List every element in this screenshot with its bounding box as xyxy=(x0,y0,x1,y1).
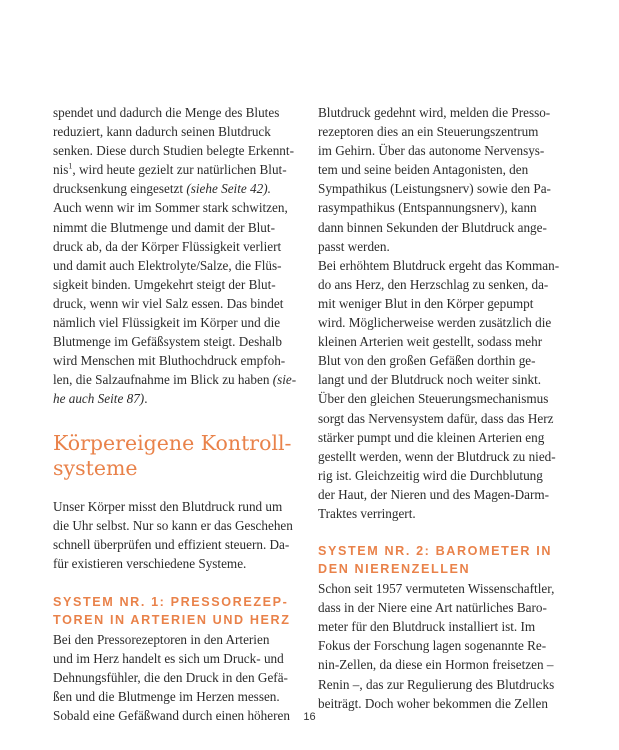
text-line: stärker pumpt und die kleinen Arterien eng xyxy=(318,429,545,445)
text-line: sigkeit binden. Umgekehrt steigt der Blut- xyxy=(53,276,276,292)
text-line: Traktes verringert. xyxy=(318,505,416,521)
right-column xyxy=(318,103,560,713)
section-heading xyxy=(53,431,295,481)
subheading-line: TOREN IN ARTERIEN UND HERZ xyxy=(53,612,291,627)
text-line: ßen und die Blutmenge im Herzen messen. xyxy=(53,689,280,705)
text-line: dass in der Niere eine Art natürliches Baro- xyxy=(318,600,547,616)
text-line: nämlich viel Flüssigkeit im Körper und die xyxy=(53,315,281,331)
paragraph-kidney-barometer xyxy=(318,579,560,713)
text-line: Schon seit 1957 vermuteten Wissenschaftler, xyxy=(318,581,555,597)
text-line: senken. Diese durch Studien belegte Erkennt- xyxy=(53,143,294,159)
text-line: Bei erhöhtem Blutdruck ergeht das Komman- xyxy=(318,257,560,273)
heading-line: Körpereigene Kontroll- xyxy=(53,430,292,455)
text-line: Über den gleichen Steuerungsmechanismus xyxy=(318,391,549,407)
text-line: Dehnungsfühler, die den Druck in den Gefä- xyxy=(53,670,288,686)
text-line: spendet und dadurch die Menge des Blutes xyxy=(53,105,280,120)
subheading-system-2 xyxy=(318,542,560,578)
subheading-line: SYSTEM NR. 2: BAROMETER IN xyxy=(318,544,553,559)
text-fragment: len, die Salzaufnahme im Blick zu haben xyxy=(53,372,273,388)
text-fragment: nis xyxy=(53,162,69,178)
text-line: und im Herz handelt es sich um Druck- und xyxy=(53,650,284,666)
text-line: wird Menschen mit Bluthochdruck empfoh- xyxy=(53,353,286,369)
text-line: Blutmenge im Gefäßsystem steigt. Deshalb xyxy=(53,334,282,350)
text-line: sorgt das Nervensystem dafür, dass das Herz xyxy=(318,410,554,426)
text-line: langt und der Blutdruck noch weiter sinkt. xyxy=(318,372,542,388)
text-line: Bei den Pressorezeptoren in den Arterien xyxy=(53,631,270,647)
text-line xyxy=(53,179,295,198)
text-line: Blutdruck gedehnt wird, melden die Presso- xyxy=(318,105,551,120)
subheading-line: DEN NIERENZELLEN xyxy=(318,562,471,577)
text-line: im Gehirn. Über das autonome Nervensys- xyxy=(318,143,545,159)
paragraph-nervous-system xyxy=(318,103,560,523)
text-line: Unser Körper misst den Blutdruck rund um xyxy=(53,498,283,514)
text-line: nin-Zellen, da diese ein Hormon freisetzen – xyxy=(318,657,554,673)
paragraph-control-systems xyxy=(53,497,295,573)
page-number: 16 xyxy=(303,711,316,723)
subheading-system-1 xyxy=(53,593,295,629)
page-reference: (sie- xyxy=(272,372,297,388)
text-line: druck ab, da der Körper Flüssigkeit verliert xyxy=(53,238,282,254)
text-line xyxy=(53,389,295,408)
text-line: wird. Möglicherweise werden zusätzlich die xyxy=(318,315,552,331)
text-line: nimmt die Blutmenge und damit der Blut- xyxy=(53,219,275,235)
text-line: gestellt werden, wenn der Blutdruck zu nied- xyxy=(318,448,556,464)
heading-line: systeme xyxy=(53,455,138,480)
text-line xyxy=(53,160,295,179)
text-line: rezeptoren dies an ein Steuerungszentrum xyxy=(318,124,539,140)
text-line: die Uhr selbst. Nur so kann er das Geschehen xyxy=(53,517,293,533)
text-line: schnell überprüfen und effizient steuern. Da- xyxy=(53,536,290,552)
text-line: der Haut, der Nieren und des Magen-Darm- xyxy=(318,486,550,502)
text-line: Sobald eine Gefäßwand durch einen höheren xyxy=(53,708,290,724)
text-line: druck, wenn wir viel Salz essen. Das bindet xyxy=(53,295,284,311)
text-fragment: . xyxy=(144,391,148,407)
text-line: reduziert, kann dadurch seinen Blutdruck xyxy=(53,124,271,140)
text-line: rasympathikus (Entspannungsnerv), kann xyxy=(318,200,537,216)
paragraph-blood-volume xyxy=(53,103,295,409)
text-fragment: , wird heute gezielt zur natürlichen Blut- xyxy=(72,162,287,178)
text-line: beiträgt. Doch woher bekommen die Zellen xyxy=(318,695,548,711)
text-line: do ans Herz, den Herzschlag zu senken, da- xyxy=(318,276,549,292)
left-column xyxy=(53,103,295,725)
page-reference: (siehe Seite 42). xyxy=(186,181,271,197)
text-line: Sympathikus (Leistungsnerv) sowie den Pa- xyxy=(318,181,551,197)
subheading-line: SYSTEM NR. 1: PRESSOREZEP- xyxy=(53,594,289,609)
text-line xyxy=(53,370,295,389)
footnote-mark: 1 xyxy=(68,161,73,171)
text-line: meter für den Blutdruck installiert ist. Im xyxy=(318,619,536,635)
text-line: Auch wenn wir im Sommer stark schwitzen, xyxy=(53,200,288,216)
text-line: und damit auch Elektrolyte/Salze, die Flüs- xyxy=(53,257,282,273)
page-reference: he auch Seite 87) xyxy=(53,391,145,407)
text-line: passt werden. xyxy=(318,238,390,254)
text-fragment: drucksenkung eingesetzt xyxy=(53,181,187,197)
text-line: Renin –, das zur Regulierung des Blutdrucks xyxy=(318,676,555,692)
text-line: rig ist. Gleichzeitig wird die Durchblutung xyxy=(318,467,543,483)
text-line: tem und seine beiden Antagonisten, den xyxy=(318,162,529,178)
text-line: kleinen Arterien weit gestellt, sodass mehr xyxy=(318,334,543,350)
text-line: mit weniger Blut in den Körper gepumpt xyxy=(318,295,534,311)
text-line: Blut von den großen Gefäßen dorthin ge- xyxy=(318,353,536,369)
text-line: für existieren verschiedene Systeme. xyxy=(53,555,247,571)
text-line: dann binnen Sekunden der Blutdruck ange- xyxy=(318,219,547,235)
text-line: Fokus der Forschung lagen sogenannte Re- xyxy=(318,638,547,654)
